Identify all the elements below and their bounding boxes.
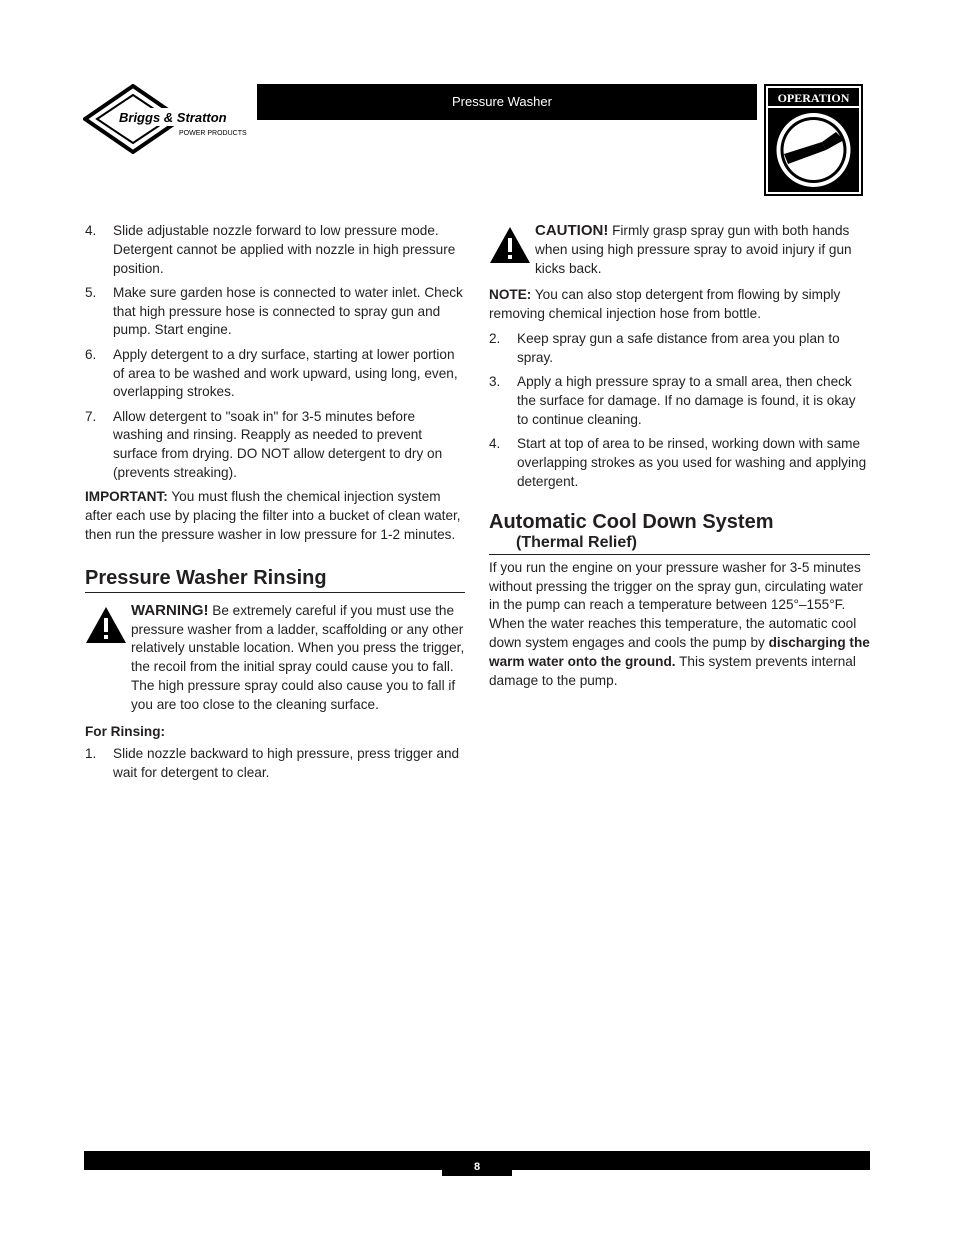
cool-down-heading [489, 511, 870, 555]
rinsing-heading: Pressure Washer Rinsing [85, 567, 465, 593]
warning-icon [85, 606, 127, 644]
list-item: 4. Slide adjustable nozzle forward to low pressure mode. Detergent cannot be applied with nozzle in high pressure position. [85, 223, 456, 276]
header-title: Pressure Washer [452, 94, 552, 109]
list-item: 2. Keep spray gun a safe distance from area you plan to spray. [489, 330, 840, 365]
note-paragraph: NOTE: You can also stop detergent from flowing by simply removing chemical injection hose from bottle. [489, 287, 841, 322]
list-item: 5. Make sure garden hose is connected to water inlet. Check that high pressure hose is connected to spray gun and pump. Start engine. [85, 284, 463, 338]
brand-name: Briggs & Stratton [119, 110, 227, 125]
rinse-steps-continued [489, 330, 870, 491]
list-item: 6. Apply detergent to a dry surface, starting at lower portion of area to be washed and work upward, using long, even, overlapping strokes. [85, 346, 458, 400]
detergent-steps [85, 222, 465, 483]
header-bar [257, 84, 757, 120]
list-item: 4. Start at top of area to be rinsed, working down with same overlapping strokes as you used for washing and applying detergent. [489, 435, 867, 489]
rinse-steps [85, 745, 465, 783]
operation-badge-label: OPERATION [777, 91, 850, 105]
caution-block: CAUTION! Firmly grasp spray gun with both hands when using high pressure spray to avoid injury if gun kicks back. [489, 222, 870, 278]
left-column [85, 222, 465, 788]
briggs-stratton-logo [83, 84, 255, 154]
brand-sub: POWER PRODUCTS [179, 130, 247, 137]
cool-down-paragraph: If you run the engine on your pressure washer for 3-5 minutes without pressing the trigger on the spray gun, circulating water in the pump can reach a temperature between 125°–155°F. When the water reaches this temperature, the automatic cool down system engages and cools the pump by discharging the warm water onto the ground. This system prevents internal damage to the pump. [489, 559, 870, 688]
list-item: 1. Slide nozzle backward to high pressure, press trigger and wait for detergent to clear. [85, 746, 460, 781]
caution-icon [489, 226, 531, 264]
operation-badge [764, 84, 863, 196]
page-number: 8 [442, 1151, 512, 1176]
important-note: IMPORTANT: You must flush the chemical injection system after each use by placing the filter into a bucket of clean water, then run the pressure washer in low pressure for 1-2 minutes. [85, 489, 461, 542]
right-column [489, 222, 870, 696]
list-item: 7. Allow detergent to "soak in" for 3-5 minutes before washing and rinsing. Reapply as needed to prevent surface from drying. DO NOT allow detergent to dry on (prevents streaking). [85, 408, 443, 481]
for-rinsing-label: For Rinsing: [85, 723, 166, 739]
list-item: 3. Apply a high pressure spray to a small area, then check the surface for damage. If no damage is found, it is okay to continue cleaning. [489, 374, 856, 427]
cool-down-title: Automatic Cool Down System [489, 510, 774, 533]
cool-down-subtitle: (Thermal Relief) [516, 533, 637, 551]
warning-block: WARNING! Be extremely careful if you must use the pressure washer from a ladder, scaffolding or any other relatively unstable location. When you press the trigger, the recoil from the initial spray could cause you to fall. The high pressure spray could also cause you to fall if you are too close to the cleaning surface. [85, 602, 465, 715]
